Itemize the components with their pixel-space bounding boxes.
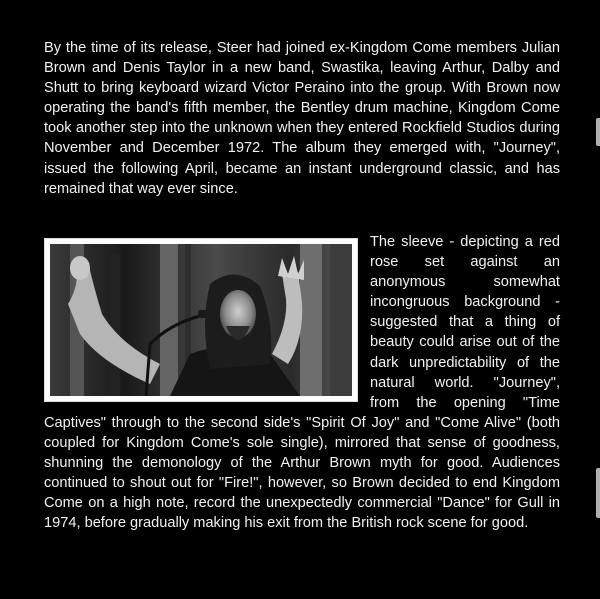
edge-mark-bottom xyxy=(596,468,600,518)
edge-mark-top xyxy=(596,118,600,146)
paragraph-second-block xyxy=(44,232,560,533)
performer-photo-image xyxy=(50,244,352,396)
paragraph-second: The sleeve - depicting a red rose set against an anonymous somewhat incongruous background - suggested that a thing of beauty could arise out of the dark unpredictability of the natural world. "Journey", from the opening "Time Captives" through to the second side's "Spirit Of Joy" and "Come Alive" (both coupled for Kingdom Come's sole single), mirrored that sense of goodness, shunning the demonology of the Arthur Brown myth for good. Audiences continued to shout out for "Fire!", however, so Brown decided to end Kingdom Come on a high note, record the unexpectedly commercial "Dance" for Gull in 1974, before gradually making his exit from the British rock scene for good. xyxy=(44,234,560,532)
performer-photo xyxy=(44,238,358,402)
paragraph-first: By the time of its release, Steer had joined ex-Kingdom Come members Julian Brown and Denis Taylor in a new band, Swastika, leaving Arthur, Dalby and Shutt to bring keyboard wizard Victor Peraino into the group. With Brown now operating the band's fifth member, the Bentley drum machine, Kingdom Come took another step into the unknown when they entered Rockfield Studios during November and December 1972. The album they emerged with, "Journey", issued the following April, became an instant underground classic, and has remained that way ever since. xyxy=(44,40,560,197)
